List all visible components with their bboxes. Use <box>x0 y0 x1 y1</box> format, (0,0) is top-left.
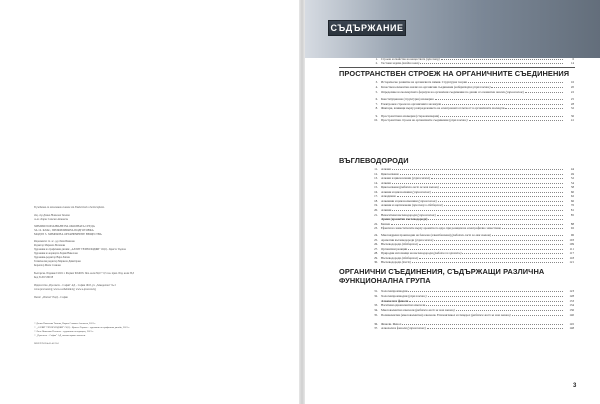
toc-section-heading: ФУНКЦИОНАЛНА ГРУПА <box>339 276 431 285</box>
toc-entry <box>368 322 574 326</box>
toc-leader-dots <box>442 102 563 105</box>
colophon-line: МОДУЛ 3. ХИМИЯ НА ОРГАНИЧНИТЕ ВЕЩЕСТВА <box>34 232 102 236</box>
toc-entry-number: 31. <box>374 289 378 293</box>
toc-entry-note: (преговор и обобщение) <box>411 203 443 208</box>
colophon-line: www.prosveta.bg; www.e-uchebnik.bg; www.e-prosveta.bg <box>34 288 96 291</box>
toc-entry-page: 6 <box>572 57 574 61</box>
toc-entry-number: 23. <box>374 226 378 231</box>
toc-entry-page: 60 <box>570 189 574 194</box>
toc-entry-note: (упражнение) <box>416 212 436 217</box>
toc-entry <box>368 176 574 180</box>
toc-entry <box>368 114 574 118</box>
toc-leader-dots <box>419 242 563 245</box>
toc-leader-dots <box>502 226 563 229</box>
toc-entry-page: 118 <box>569 255 574 260</box>
toc-leader-dots <box>456 308 563 311</box>
toc-entry-title: Алкенини и циклоалкенини <box>381 198 418 203</box>
toc-entry <box>368 102 574 106</box>
toc-entry-title: Бензен <box>381 221 391 226</box>
toc-entry <box>368 251 574 255</box>
toc-entry <box>368 242 574 246</box>
toc-entry-number: 30. <box>374 260 378 265</box>
toc-entry-title: Качествен елементен анализ на органични съединения <box>381 84 454 89</box>
copyright-line: © Лиза Николова Ненчева – художник на корицата, 2021 г. <box>34 330 94 333</box>
toc-entry <box>368 181 574 185</box>
toc-entry-number: 26. <box>374 242 378 247</box>
toc-entry-title: Феноли. Фенол <box>381 321 402 326</box>
toc-entry-number: 29. <box>374 255 378 260</box>
toc-entry <box>368 61 574 65</box>
colophon-line: Коректор Мила Славова <box>34 264 61 267</box>
toc-entry-number <box>368 299 378 303</box>
toc-entry-number: 4. <box>375 84 378 89</box>
toc-entry <box>368 238 574 242</box>
toc-leader-dots <box>408 289 563 292</box>
toc-entry-note: (упражнение) <box>417 198 437 203</box>
toc-entry-title: Алкени <box>381 180 391 185</box>
toc-entry-title: Алкани <box>381 167 391 171</box>
toc-entry-number: 24. <box>374 233 378 238</box>
toc-section-rule <box>339 67 575 68</box>
toc-entry-note: (работен лист за моя знания) <box>470 313 511 317</box>
toc-entry-number: 11. <box>374 167 378 171</box>
toc-leader-dots <box>419 256 563 259</box>
toc-entry <box>368 213 574 217</box>
colophon-line: Издателство „Просвета – София“ АД – София 1618, ул. „Земеделска“ № 2 <box>34 284 116 287</box>
toc-entry-page: 66 <box>570 198 574 203</box>
toc-entry-page: 20 <box>570 84 574 89</box>
colophon-line: Художник на корицата Лидия Николова <box>34 252 78 255</box>
toc-entry-page: 140 <box>569 313 574 317</box>
copyright-line: © „АЛЛИТ ТЕХНОЛОДЖИ“ ООД – Кристо Търпов – художник на графичния дизайн, 2021 г. <box>34 326 130 329</box>
toc-entry-number: 34. <box>374 308 378 313</box>
toc-entry-title: Халогенпроизводни <box>381 289 408 293</box>
toc-entry-number: 3. <box>375 80 378 84</box>
toc-entry <box>368 208 574 212</box>
toc-entry-page: 133 <box>569 298 574 303</box>
toc-entry-title: Природни източници на въглеводороди <box>381 251 433 256</box>
toc-entry-page: 109 <box>569 242 574 247</box>
colophon-line: Българска. Издание I/2021 г. Формат 60x90/8. Печ. коли 36,0 + 0,5 п.к. прил. Изд. коли 36,5 <box>34 272 135 275</box>
toc-entry-note: (упражнение) <box>407 293 427 298</box>
toc-entry-title: Въглеводороди <box>381 260 401 265</box>
toc-entry-title: Халогенпроизводни <box>381 293 408 298</box>
toc-leader-dots <box>420 61 563 64</box>
toc-section-heading: ВЪГЛЕВОДОРОДИ <box>339 156 409 165</box>
toc-entry <box>368 303 574 307</box>
toc-entry <box>368 90 574 94</box>
toc-leader-dots <box>409 299 563 302</box>
toc-entry-note: (тест) <box>400 260 411 265</box>
toc-entry-number: 17. <box>374 194 378 199</box>
toc-entry-page: 52 <box>570 176 574 181</box>
toc-entry-page: 85 <box>570 212 574 217</box>
toc-entry-title: Наситени едновалентни алкохоли <box>381 303 426 308</box>
colophon-line: Рецензенти: гл. ас. д-р Лила Иванова <box>34 240 75 243</box>
toc-entry-title: Ненаситени въглеводороди <box>381 212 417 217</box>
toc-entry-page: 134 <box>569 303 574 308</box>
toc-entry-title: Алкини <box>381 207 392 212</box>
toc-entry-number: 14. <box>374 180 378 185</box>
colophon-line: гл.ас. Кирил Славчев Атанасов <box>34 218 69 221</box>
toc-leader-dots <box>525 90 563 93</box>
toc-entry <box>368 326 574 330</box>
toc-entry-number: 36. <box>374 321 378 326</box>
colophon-line: ХИМИЯ И ОПАЗВАНЕ НА ОКОЛНАТА СРЕДА <box>34 224 95 228</box>
toc-entry <box>368 203 574 207</box>
toc-entry-note: (лабораторно упражнение) <box>453 84 491 89</box>
toc-entry <box>368 226 574 230</box>
toc-entry-note: (работен лист за моя знания) <box>398 185 439 190</box>
toc-entry-page: 22 <box>570 89 574 94</box>
toc-entry-number: 28. <box>374 251 378 256</box>
colophon-line: Печат: „Ятаган“ ЕАД – София <box>34 296 68 299</box>
toc-leader-dots <box>512 313 563 316</box>
toc-entry-number: 33. <box>374 303 378 308</box>
toc-leader-dots <box>431 176 563 179</box>
toc-entry <box>368 185 574 189</box>
toc-entry-note: (упражнение) <box>448 118 468 123</box>
toc-entry <box>368 85 574 89</box>
toc-entry-note: (обобщение) <box>400 255 419 260</box>
toc-entry-page: 136 <box>569 308 574 313</box>
toc-entry <box>368 80 574 84</box>
toc-entry-page: 44 <box>570 167 574 171</box>
toc-leader-dots <box>462 251 563 254</box>
toc-entry-number: 2. <box>375 61 378 66</box>
toc-entry-title: Алкохоли и феноли <box>381 298 409 303</box>
toc-entry-title: Алкани и циклоалкани <box>381 176 412 181</box>
toc-entry-title: Многоядрени производни на бензена (алкилбензени) <box>381 233 451 238</box>
toc-leader-dots <box>391 222 563 225</box>
toc-entry <box>368 106 574 110</box>
toc-section-heading: ПРОСТРАНСТВЕН СТРОЕЖ НА ОРГАНИЧНИТЕ СЪЕДИНЕНИЯ <box>339 69 570 78</box>
colophon-line: Технически редактор Мариела Димитрова <box>34 260 81 263</box>
toc-entry-title: Строеж и свойства на веществата <box>381 57 426 61</box>
toc-entry-title: Тестови задачи <box>381 61 401 66</box>
toc-leader-dots <box>432 190 563 193</box>
toc-entry-page: 103 <box>569 237 574 242</box>
toc-leader-dots <box>428 217 563 220</box>
colophon-line: доц. д-р Донка Николова Ташева <box>34 214 70 217</box>
toc-entry-title: Циклоалкени <box>381 185 399 190</box>
toc-leader-dots <box>505 106 563 109</box>
toc-entry-page: 16 <box>570 80 574 84</box>
toc-leader-dots <box>434 238 563 241</box>
toc-entry-title: Арени (ароматни въглеводороди) <box>381 217 428 222</box>
toc-entry <box>368 247 574 251</box>
toc-entry-page: 92 <box>570 226 574 231</box>
toc-entry-note: (упражнение) <box>411 176 431 181</box>
colophon-line: ЗА 12. КЛАС, ПРОФИЛИРАНА ПОДГОТОВКА <box>34 228 94 232</box>
toc-entry-note: (обобщение) <box>400 242 419 247</box>
toc-entry-title: Циклоалкани <box>381 171 399 176</box>
toc-leader-dots <box>426 303 563 306</box>
toc-entry-number: 6. <box>375 96 378 101</box>
toc-entry-title: Въглеводороди <box>381 242 401 247</box>
toc-entry <box>368 217 574 221</box>
toc-entry-number: 21. <box>374 212 378 217</box>
toc-leader-dots <box>440 185 563 188</box>
toc-entry-note: (упражнение) <box>406 326 426 331</box>
toc-entry-title: Многовалентни алкохоли <box>381 308 415 313</box>
toc-leader-dots <box>392 208 563 211</box>
toc-entry-number: 32. <box>374 293 378 298</box>
toc-entry-title: Поливалентни (многовалентни) алкохоли. Етиленгликол и глицерол <box>381 313 471 317</box>
toc-leader-dots <box>392 181 563 184</box>
toc-entry-note: (работен лист за моя знания) <box>414 308 455 313</box>
toc-entry-number: 25. <box>374 237 378 242</box>
copyright-line: © Донка Николова Ташева, Кирил Славчев Атанасов, 2021 г. <box>34 322 96 325</box>
toc-entry-title: Въглеводороди <box>381 255 401 260</box>
toc-leader-dots <box>437 213 563 216</box>
page-number: 3 <box>573 383 577 389</box>
toc-leader-dots <box>412 260 563 263</box>
toc-entry <box>368 97 574 101</box>
toc-entry-note: (упражнение) <box>414 237 434 242</box>
toc-entry <box>368 118 574 122</box>
toc-leader-dots <box>400 172 563 175</box>
toc-entry <box>368 294 574 298</box>
toc-entry <box>368 167 574 171</box>
toc-entry <box>368 313 574 317</box>
toc-entry-page: 123 <box>569 289 574 293</box>
toc-entry-page: 111 <box>569 246 574 251</box>
colophon-line: В учебника са използвани снимки от Shutterstock и Sciencephoto. <box>34 206 105 209</box>
toc-entry-note: (входно ниво) <box>400 61 420 66</box>
toc-entry-title: Органични реакции <box>381 246 408 251</box>
toc-entry-page: 54 <box>570 180 574 185</box>
toc-entry-page: 28 <box>570 101 574 106</box>
left-page <box>0 0 299 404</box>
toc-header-label: СЪДЪРЖАНИЕ <box>328 20 406 36</box>
toc-entry-page: 41 <box>570 118 574 123</box>
toc-entry-title: Ароматни въглеводороди <box>381 237 415 242</box>
toc-entry-number: 9. <box>375 113 378 118</box>
toc-entry-number: 20. <box>374 207 378 212</box>
toc-entry-number: 10. <box>374 118 378 123</box>
toc-entry-page: 145 <box>569 321 574 326</box>
toc-entry <box>368 256 574 260</box>
toc-entry-number: 7. <box>375 101 378 106</box>
toc-entry-page: 81 <box>570 207 574 212</box>
toc-entry <box>368 260 574 264</box>
toc-entry-number: 37. <box>374 326 378 331</box>
toc-entry <box>368 308 574 312</box>
toc-entry-note: (преговор) <box>425 57 440 61</box>
toc-entry <box>368 194 574 198</box>
toc-entry-number: 22. <box>374 221 378 226</box>
toc-entry-page: 76 <box>570 203 574 208</box>
toc-leader-dots <box>435 97 563 100</box>
colophon-line: Художник-редактор Вяра Ляпова <box>34 256 71 259</box>
toc-entry-number: 5. <box>375 89 378 94</box>
toc-leader-dots <box>397 194 563 197</box>
toc-entry <box>368 222 574 226</box>
toc-entry-page: 121 <box>569 260 574 265</box>
toc-entry-title: Ефекти на заместителите върху ароматното ядро при реакции на електрофилно заместване <box>381 226 502 231</box>
toc-leader-dots <box>427 326 563 329</box>
toc-leader-dots <box>392 167 563 170</box>
toc-entry-number: 8. <box>375 106 378 111</box>
toc-entry-page: 49 <box>570 171 574 176</box>
toc-entry-note: (работа по проекти) <box>432 251 462 256</box>
copyright-line: © „Просвета – София“ АД, всички права запазени. <box>34 334 86 337</box>
toc-entry-title: Конституционна (структурна) изомерия <box>381 96 434 101</box>
toc-entry-title: Алкадиени <box>381 194 396 199</box>
toc-entry-page: 32 <box>570 106 574 111</box>
colophon-line: Редактор Мариела Василева <box>34 244 66 247</box>
toc-leader-dots <box>440 114 563 117</box>
toc-entry-page: 58 <box>570 185 574 190</box>
toc-leader-dots <box>444 203 563 206</box>
toc-entry-note: (упражнение) <box>411 189 431 194</box>
toc-entry-title: Пространствена изомерия (стереоизомерия) <box>381 113 440 118</box>
toc-entry <box>368 299 574 303</box>
toc-entry-number: 15. <box>374 185 378 190</box>
toc-entry-title: Алкини и циклоалкини <box>381 189 412 194</box>
isbn: ISBN 978-954-01-4123-6 <box>34 342 59 345</box>
toc-leader-dots <box>402 322 563 325</box>
toc-leader-dots <box>441 57 563 60</box>
toc-entry-page: 62 <box>570 194 574 199</box>
toc-entry-page: 14 <box>570 61 574 66</box>
toc-entry-title: Пространствен строеж на органичните съединения <box>381 118 449 123</box>
toc-entry-title: Определяне на молекулната формула на органични съединения по данни от елементен анализ <box>381 89 505 94</box>
toc-entry-title: Историческо развитие на органичната химия. Структурна теория <box>381 80 467 84</box>
toc-entry <box>368 172 574 176</box>
toc-section-heading: ОРГАНИЧНИ СЪЕДИНЕНИЯ, СЪДЪРЖАЩИ РАЗЛИЧНА <box>339 267 545 276</box>
toc-entry-title: Алкини и ацетиленови <box>381 203 412 208</box>
toc-entry-number: 27. <box>374 246 378 251</box>
toc-entry-number: 19. <box>374 203 378 208</box>
toc-entry-page: 148 <box>569 326 574 331</box>
toc-entry-number: 12. <box>374 171 378 176</box>
toc-entry-page: 128 <box>569 293 574 298</box>
toc-entry <box>368 199 574 203</box>
toc-entry-page: 36 <box>570 113 574 118</box>
toc-entry-number <box>368 217 378 221</box>
toc-entry-note: (работен лист за моя знания) <box>450 233 491 238</box>
toc-entry-note: (упражнение) <box>504 89 524 94</box>
toc-leader-dots <box>491 85 563 88</box>
toc-entry-title: Фактори, влияещи върху разпределението на електронната плътност в органичните молекули <box>381 106 505 111</box>
colophon-line: Художник на графичния дизайн: „АЛЛИТ ТЕХНОЛОДЖИ“ ООД – Кристо Търпов <box>34 248 126 251</box>
toc-entry-number: 16. <box>374 189 378 194</box>
toc-leader-dots <box>438 199 563 202</box>
toc-entry-number: 18. <box>374 198 378 203</box>
colophon-line: Код 3120153001Е <box>34 276 54 279</box>
toc-entry-number: 35. <box>374 313 378 317</box>
toc-entry-title: Алкохоли и феноли <box>381 326 407 331</box>
toc-entry <box>368 233 574 237</box>
toc-entry-title: Електронен строеж на органичните молекули <box>381 101 442 106</box>
toc-leader-dots <box>408 247 563 250</box>
toc-leader-dots <box>469 118 564 121</box>
toc-leader-dots <box>468 80 563 83</box>
toc-entry-page: 96 <box>570 233 574 238</box>
toc-entry-page: 88 <box>570 221 574 226</box>
toc-leader-dots <box>428 294 564 297</box>
toc-entry-page <box>564 217 574 221</box>
toc-entry-page: 25 <box>570 96 574 101</box>
toc-entry-page: 117 <box>569 251 574 256</box>
toc-entry-number: 1. <box>375 57 378 61</box>
toc-entry-number: 13. <box>374 176 378 181</box>
toc-entry <box>368 190 574 194</box>
toc-leader-dots <box>492 233 563 236</box>
toc-entry <box>368 289 574 293</box>
